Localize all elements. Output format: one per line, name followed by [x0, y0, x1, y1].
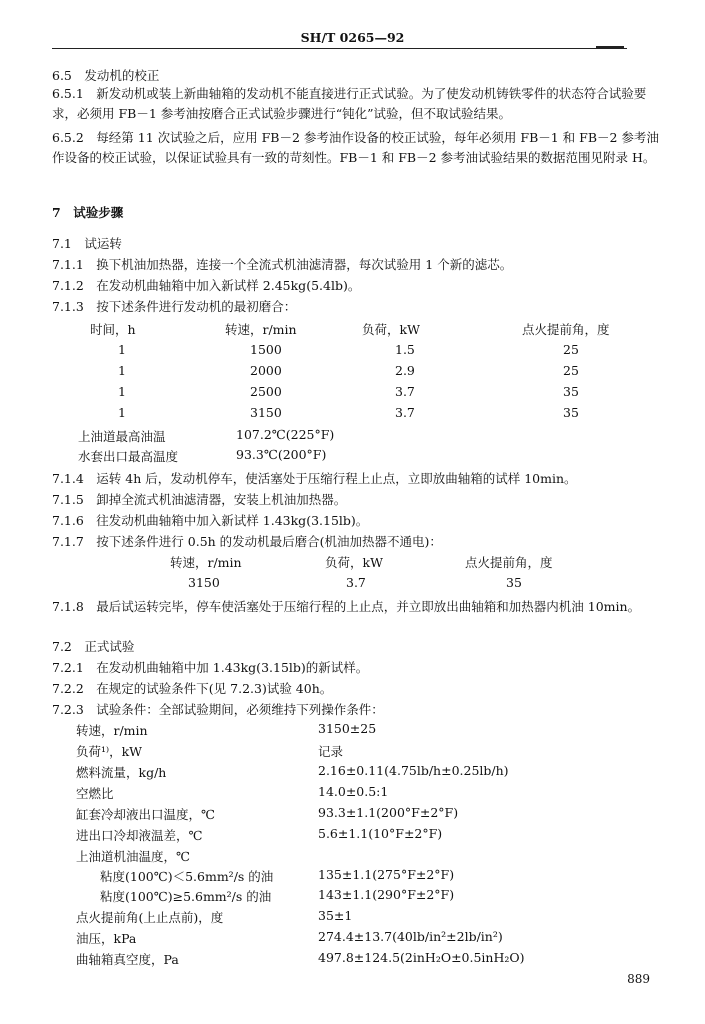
condition-value: 497.8±124.5(2inH₂O±0.5inH₂O) [318, 950, 525, 965]
condition-label: 曲轴箱真空度，Pa [76, 952, 179, 967]
table-cell: 3.7 [395, 405, 415, 420]
condition-value: 93.3±1.1(200°F±2°F) [318, 805, 459, 820]
condition-label: 点火提前角(上止点前)，度 [76, 910, 224, 925]
condition-value: 3150±25 [318, 721, 377, 736]
table-header: 负荷，kW [362, 322, 420, 337]
section-6-5-title: 6.5 发动机的校正 [52, 68, 160, 83]
table-cell: 1500 [250, 342, 282, 357]
page-number: 889 [627, 972, 650, 986]
table-extra-label: 上油道最高油温 [78, 429, 166, 444]
para-7-2-1: 7.2.1 在发动机曲轴箱中加 1.43kg(3.15lb)的新试样。 [52, 660, 369, 675]
condition-label: 燃料流量，kg/h [76, 765, 167, 780]
para-7-1-7: 7.1.7 按下述条件进行 0.5h 的发动机最后磨合(机油加热器不通电)： [52, 534, 442, 549]
table-header: 点火提前角，度 [522, 322, 610, 337]
para-7-1-6: 7.1.6 往发动机曲轴箱中加入新试样 1.43kg(3.15lb)。 [52, 513, 369, 528]
condition-label: 缸套冷却液出口温度，℃ [76, 807, 215, 822]
table-cell: 2000 [250, 363, 282, 378]
table-extra-value: 107.2℃(225°F) [236, 427, 335, 442]
para-6-5-1: 6.5.1 新发动机或装上新曲轴箱的发动机不能直接进行正式试验。为了使发动机铸铁零件的状态符合试验要求，必须用 FB－1 参考油按磨合正式试验步骤进行“钝化”试验，但不取试验结果。 [52, 86, 647, 121]
condition-label: 负荷¹⁾，kW [76, 744, 143, 759]
table-cell: 1 [118, 342, 126, 357]
table-header: 转速，r/min [170, 555, 242, 570]
condition-value: 记录 [318, 744, 344, 759]
table-cell: 1 [118, 363, 126, 378]
para-7-1-5: 7.1.5 卸掉全流式机油滤清器，安装上机油加热器。 [52, 492, 347, 507]
para-7-1-8: 7.1.8 最后试运转完毕，停车使活塞处于压缩行程的上止点，并立即放出曲轴箱和加热器内机油 10min。 [52, 599, 641, 614]
condition-label: 粘度(100℃)≥5.6mm²/s 的油 [100, 889, 272, 904]
section-7-2-title: 7.2 正式试验 [52, 639, 135, 654]
condition-value: 35±1 [318, 908, 353, 923]
table-extra-value: 93.3℃(200°F) [236, 447, 327, 462]
condition-label: 油压，kPa [76, 931, 137, 946]
para-7-1-2: 7.1.2 在发动机曲轴箱中加入新试样 2.45kg(5.4lb)。 [52, 278, 361, 293]
condition-label: 粘度(100℃)＜5.6mm²/s 的油 [100, 869, 274, 884]
table-cell: 35 [563, 405, 579, 420]
table-cell: 3150 [250, 405, 282, 420]
condition-label: 进出口冷却液温差，℃ [76, 828, 203, 843]
table-cell: 3150 [188, 575, 220, 590]
para-7-1-4: 7.1.4 运转 4h 后，发动机停车，使活塞处于压缩行程上止点，立即放曲轴箱的试样 10min。 [52, 471, 577, 486]
table-header: 时间，h [90, 322, 136, 337]
table-cell: 25 [563, 363, 579, 378]
condition-value: 135±1.1(275°F±2°F) [318, 867, 455, 882]
table-cell: 1 [118, 405, 126, 420]
condition-value: 2.16±0.11(4.75lb/h±0.25lb/h) [318, 763, 509, 778]
header-rule-accent [596, 46, 624, 48]
para-7-2-3: 7.2.3 试验条件：全部试验期间，必须维持下列操作条件： [52, 702, 384, 717]
condition-label: 上油道机油温度，℃ [76, 849, 190, 864]
table-header: 点火提前角，度 [465, 555, 553, 570]
table-cell: 3.7 [395, 384, 415, 399]
para-7-1-3: 7.1.3 按下述条件进行发动机的最初磨合： [52, 299, 297, 314]
table-cell: 2.9 [395, 363, 415, 378]
condition-value: 143±1.1(290°F±2°F) [318, 887, 455, 902]
table-header: 负荷，kW [325, 555, 383, 570]
para-7-2-2: 7.2.2 在规定的试验条件下(见 7.2.3)试验 40h。 [52, 681, 333, 696]
table-cell: 1 [118, 384, 126, 399]
table-cell: 25 [563, 342, 579, 357]
condition-value: 5.6±1.1(10°F±2°F) [318, 826, 443, 841]
table-extra-label: 水套出口最高温度 [78, 449, 179, 464]
table-header: 转速，r/min [225, 322, 297, 337]
header-rule [52, 48, 627, 49]
condition-label: 转速，r/min [76, 723, 148, 738]
para-7-1-1: 7.1.1 换下机油加热器，连接一个全流式机油滤清器，每次试验用 1 个新的滤芯。 [52, 257, 513, 272]
table-cell: 3.7 [346, 575, 366, 590]
para-6-5-2: 6.5.2 每经第 11 次试验之后，应用 FB－2 参考油作设备的校正试验，每年必须用 FB－1 和 FB－2 参考油作设备的校正试验，以保证试验具有一致的苛刻性。FB－1 和 FB－2 参考油试验结果的数据范围见附录 H。 [52, 130, 659, 165]
condition-value: 14.0±0.5:1 [318, 784, 389, 799]
section-7-1-title: 7.1 试运转 [52, 236, 122, 251]
table-cell: 35 [563, 384, 579, 399]
condition-label: 空燃比 [76, 786, 114, 801]
condition-value: 274.4±13.7(40lb/in²±2lb/in²) [318, 929, 503, 944]
table-cell: 35 [506, 575, 522, 590]
page-header: SH/T 0265—92 [300, 30, 405, 45]
table-cell: 1.5 [395, 342, 415, 357]
table-cell: 2500 [250, 384, 282, 399]
section-7-title: 7 试验步骤 [52, 205, 124, 220]
